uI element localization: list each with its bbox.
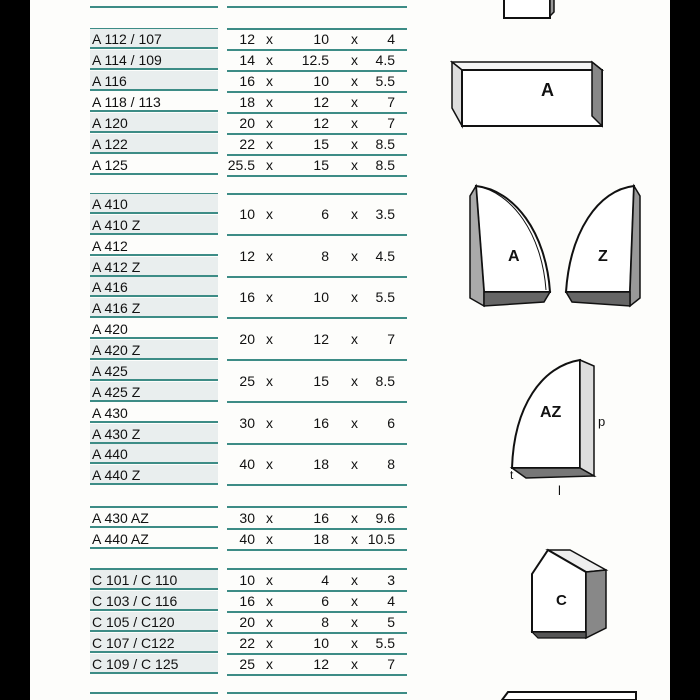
times-sign: x bbox=[266, 157, 273, 173]
height-value: 10 bbox=[313, 73, 329, 89]
times-sign: x bbox=[351, 206, 358, 222]
table-row-code: C 105 / C120 bbox=[90, 612, 218, 632]
table-row-code: A 410 bbox=[90, 194, 218, 214]
table-row-code: C 107 / C122 bbox=[90, 633, 218, 653]
height-value: 4 bbox=[321, 572, 329, 588]
table-rule bbox=[90, 6, 218, 8]
width-value: 10 bbox=[239, 206, 255, 222]
table-row-code: A 412 Z bbox=[90, 257, 218, 277]
table-row-dimensions bbox=[227, 29, 407, 51]
table-row-code: A 425 bbox=[90, 361, 218, 381]
depth-value: 4 bbox=[387, 593, 395, 609]
times-sign: x bbox=[351, 247, 358, 264]
table-row-code: A 430 Z bbox=[90, 424, 218, 444]
dimension-p-label: p bbox=[598, 414, 606, 429]
prism-c-diagram bbox=[528, 546, 612, 642]
depth-value: 7 bbox=[387, 115, 395, 131]
times-sign: x bbox=[266, 289, 273, 306]
depth-value: 3 bbox=[387, 572, 395, 588]
table-row-code: C 101 / C 110 bbox=[90, 570, 218, 590]
table-row-code: A 420 Z bbox=[90, 340, 218, 360]
width-value: 40 bbox=[239, 531, 255, 547]
height-value: 8 bbox=[321, 614, 329, 630]
times-sign: x bbox=[266, 614, 273, 630]
wedge-z-diagram bbox=[562, 182, 646, 308]
times-sign: x bbox=[266, 510, 273, 526]
width-value: 16 bbox=[239, 289, 255, 306]
block-a-label: A bbox=[541, 80, 554, 100]
depth-value: 10.5 bbox=[367, 531, 395, 547]
table-rule bbox=[227, 692, 407, 694]
wedge-az-label: AZ bbox=[540, 404, 562, 421]
depth-value: 5.5 bbox=[375, 289, 395, 306]
table-row-dimensions bbox=[227, 236, 407, 278]
table-row-code: A 440 Z bbox=[90, 465, 218, 485]
width-value: 25 bbox=[239, 656, 255, 672]
catalog-page bbox=[30, 0, 670, 700]
table-row-dimensions bbox=[227, 612, 407, 634]
times-sign: x bbox=[266, 656, 273, 672]
times-sign: x bbox=[351, 572, 358, 588]
table-row-dimensions bbox=[227, 277, 407, 319]
wedge-a-label: A bbox=[508, 248, 520, 265]
block-partial-diagram bbox=[498, 0, 558, 22]
height-value: 10 bbox=[313, 31, 329, 47]
depth-value: 8 bbox=[387, 456, 395, 473]
table-row-dimensions bbox=[227, 194, 407, 236]
height-value: 16 bbox=[313, 414, 329, 431]
times-sign: x bbox=[266, 593, 273, 609]
width-value: 14 bbox=[239, 52, 255, 68]
table-row-code: A 114 / 109 bbox=[90, 50, 218, 70]
times-sign: x bbox=[351, 73, 358, 89]
height-value: 6 bbox=[321, 206, 329, 222]
times-sign: x bbox=[266, 136, 273, 152]
depth-value: 8.5 bbox=[375, 157, 395, 173]
times-sign: x bbox=[351, 372, 358, 389]
table-row-code: A 122 bbox=[90, 134, 218, 154]
width-value: 22 bbox=[239, 136, 255, 152]
times-sign: x bbox=[351, 456, 358, 473]
table-row-dimensions bbox=[227, 508, 407, 530]
width-value: 10 bbox=[239, 572, 255, 588]
table-rule bbox=[227, 6, 407, 8]
width-value: 25 bbox=[239, 372, 255, 389]
times-sign: x bbox=[351, 593, 358, 609]
times-sign: x bbox=[351, 52, 358, 68]
depth-value: 4.5 bbox=[375, 52, 395, 68]
dimension-t-label: t bbox=[510, 468, 514, 482]
times-sign: x bbox=[266, 456, 273, 473]
table-rule bbox=[90, 692, 218, 694]
table-row-dimensions bbox=[227, 444, 407, 486]
block-a-diagram bbox=[450, 56, 610, 132]
table-row-code: A 410 Z bbox=[90, 215, 218, 235]
wedge-a-diagram bbox=[466, 182, 556, 308]
depth-value: 6 bbox=[387, 414, 395, 431]
times-sign: x bbox=[266, 52, 273, 68]
depth-value: 4.5 bbox=[375, 247, 395, 264]
times-sign: x bbox=[351, 510, 358, 526]
height-value: 8 bbox=[321, 247, 329, 264]
times-sign: x bbox=[351, 157, 358, 173]
table-row-dimensions bbox=[227, 529, 407, 551]
table-row-dimensions bbox=[227, 319, 407, 361]
height-value: 15 bbox=[313, 136, 329, 152]
table-row-code: A 416 bbox=[90, 277, 218, 297]
height-value: 12.5 bbox=[301, 52, 329, 68]
height-value: 15 bbox=[313, 372, 329, 389]
width-value: 12 bbox=[239, 31, 255, 47]
depth-value: 8.5 bbox=[375, 136, 395, 152]
table-row-code: A 425 Z bbox=[90, 382, 218, 402]
width-value: 20 bbox=[239, 331, 255, 348]
table-row-dimensions bbox=[227, 654, 407, 676]
depth-value: 4 bbox=[387, 31, 395, 47]
table-row-code: A 416 Z bbox=[90, 298, 218, 318]
table-row-dimensions bbox=[227, 113, 407, 135]
times-sign: x bbox=[351, 531, 358, 547]
width-value: 16 bbox=[239, 593, 255, 609]
height-value: 18 bbox=[313, 531, 329, 547]
times-sign: x bbox=[266, 531, 273, 547]
times-sign: x bbox=[351, 331, 358, 348]
width-value: 25.5 bbox=[227, 157, 255, 173]
height-value: 12 bbox=[313, 94, 329, 110]
table-row-code: A 420 bbox=[90, 319, 218, 339]
times-sign: x bbox=[351, 94, 358, 110]
times-sign: x bbox=[266, 414, 273, 431]
table-row-code: A 116 bbox=[90, 71, 218, 91]
width-value: 20 bbox=[239, 614, 255, 630]
table-row-code: A 125 bbox=[90, 155, 218, 175]
wedge-z-label: Z bbox=[598, 248, 608, 265]
table-row-dimensions bbox=[227, 50, 407, 72]
height-value: 10 bbox=[313, 289, 329, 306]
times-sign: x bbox=[351, 656, 358, 672]
prism-c-label: C bbox=[556, 592, 567, 609]
table-row-code: A 112 / 107 bbox=[90, 29, 218, 49]
width-value: 16 bbox=[239, 73, 255, 89]
times-sign: x bbox=[266, 635, 273, 651]
times-sign: x bbox=[351, 414, 358, 431]
height-value: 12 bbox=[313, 656, 329, 672]
table-row-dimensions bbox=[227, 403, 407, 445]
table-row-dimensions bbox=[227, 155, 407, 177]
table-row-code: A 440 AZ bbox=[90, 529, 218, 549]
depth-value: 7 bbox=[387, 94, 395, 110]
width-value: 12 bbox=[239, 247, 255, 264]
times-sign: x bbox=[266, 247, 273, 264]
height-value: 10 bbox=[313, 635, 329, 651]
dimension-l-label: l bbox=[558, 483, 561, 498]
table-row-code: A 440 bbox=[90, 444, 218, 464]
times-sign: x bbox=[266, 94, 273, 110]
table-row-dimensions bbox=[227, 71, 407, 93]
width-value: 30 bbox=[239, 414, 255, 431]
table-row-dimensions bbox=[227, 361, 407, 403]
height-value: 15 bbox=[313, 157, 329, 173]
table-row-dimensions bbox=[227, 570, 407, 592]
height-value: 12 bbox=[313, 115, 329, 131]
times-sign: x bbox=[351, 614, 358, 630]
height-value: 6 bbox=[321, 593, 329, 609]
table-row-dimensions bbox=[227, 633, 407, 655]
table-row-dimensions bbox=[227, 591, 407, 613]
width-value: 20 bbox=[239, 115, 255, 131]
table-row-dimensions bbox=[227, 92, 407, 114]
times-sign: x bbox=[351, 635, 358, 651]
table-row-code: A 430 bbox=[90, 403, 218, 423]
times-sign: x bbox=[266, 372, 273, 389]
depth-value: 8.5 bbox=[375, 372, 395, 389]
depth-value: 7 bbox=[387, 331, 395, 348]
table-row-code: A 412 bbox=[90, 236, 218, 256]
width-value: 40 bbox=[239, 456, 255, 473]
table-row-dimensions bbox=[227, 134, 407, 156]
depth-value: 3.5 bbox=[375, 206, 395, 222]
depth-value: 7 bbox=[387, 656, 395, 672]
times-sign: x bbox=[351, 136, 358, 152]
table-row-code: A 120 bbox=[90, 113, 218, 133]
depth-value: 9.6 bbox=[375, 510, 395, 526]
height-value: 16 bbox=[313, 510, 329, 526]
block-partial-bottom-diagram bbox=[500, 688, 640, 700]
times-sign: x bbox=[266, 115, 273, 131]
table-row-code: A 118 / 113 bbox=[90, 92, 218, 112]
width-value: 18 bbox=[239, 94, 255, 110]
times-sign: x bbox=[266, 331, 273, 348]
depth-value: 5 bbox=[387, 614, 395, 630]
times-sign: x bbox=[266, 73, 273, 89]
times-sign: x bbox=[266, 31, 273, 47]
width-value: 30 bbox=[239, 510, 255, 526]
times-sign: x bbox=[266, 572, 273, 588]
table-row-code: C 109 / C 125 bbox=[90, 654, 218, 674]
table-row-code: A 430 AZ bbox=[90, 508, 218, 528]
depth-value: 5.5 bbox=[375, 635, 395, 651]
times-sign: x bbox=[351, 31, 358, 47]
times-sign: x bbox=[266, 206, 273, 222]
table-row-code: C 103 / C 116 bbox=[90, 591, 218, 611]
times-sign: x bbox=[351, 115, 358, 131]
times-sign: x bbox=[351, 289, 358, 306]
depth-value: 5.5 bbox=[375, 73, 395, 89]
height-value: 12 bbox=[313, 331, 329, 348]
height-value: 18 bbox=[313, 456, 329, 473]
width-value: 22 bbox=[239, 635, 255, 651]
